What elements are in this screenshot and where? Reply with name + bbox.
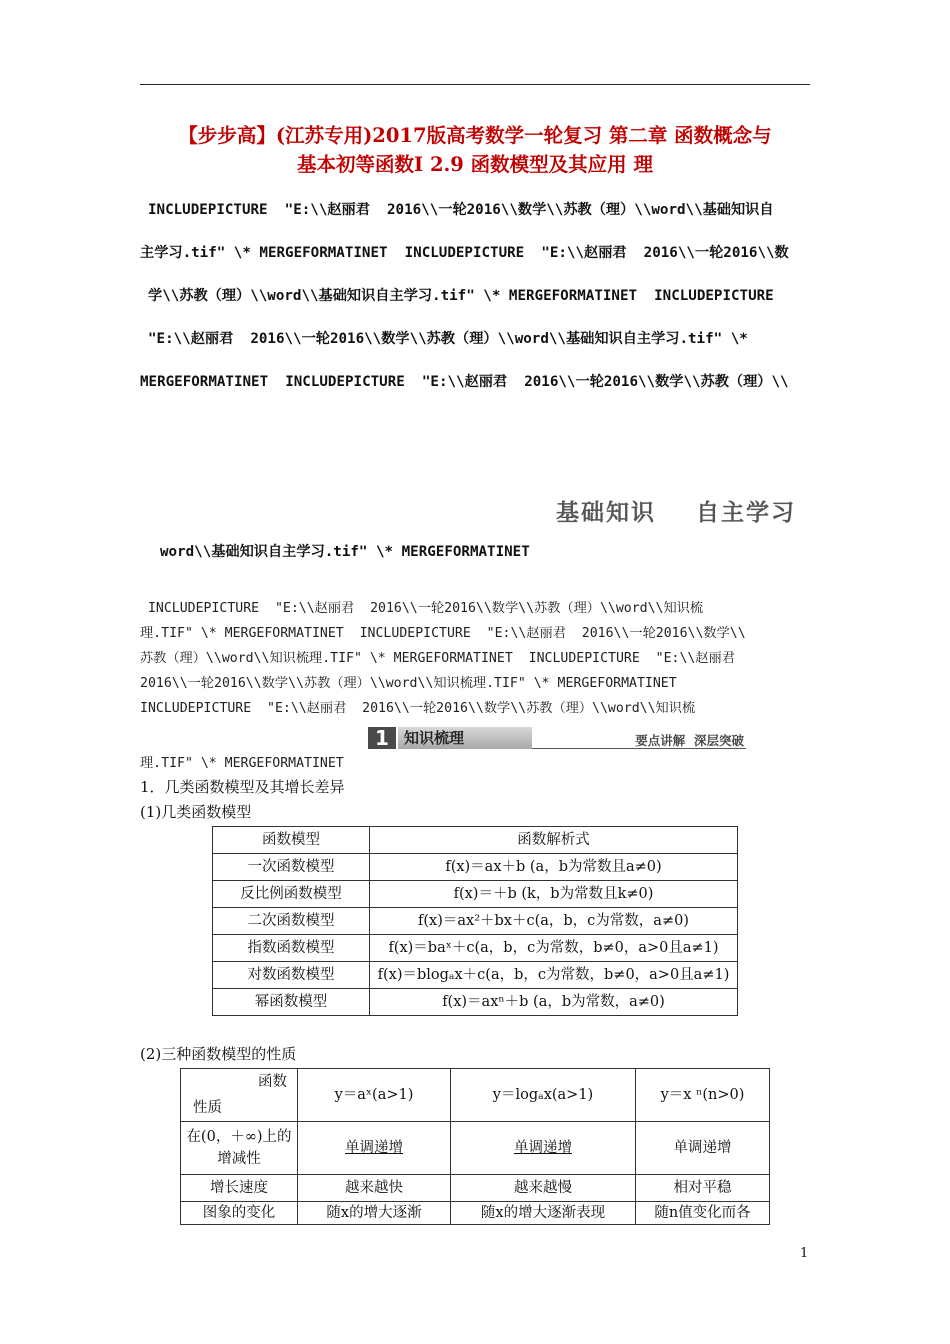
field-code-line: "E:\\赵丽君 2016\\一轮2016\\数学\\苏教（理）\\word\\基础知识自主学习.tif" \*: [148, 331, 748, 347]
field-code-line: 苏教（理）\\word\\知识梳理.TIF" \* MERGEFORMATINET INCLUDEPICTURE "E:\\赵丽君: [140, 651, 735, 666]
table-cell: 图象的变化: [181, 1202, 298, 1225]
table-row: [213, 989, 738, 1016]
section-banner: 基础知识 自主学习: [556, 500, 797, 526]
field-code-line: 学\\苏教（理）\\word\\基础知识自主学习.tif" \* MERGEFORMATINET INCLUDEPICTURE: [148, 288, 774, 304]
table-cell: f(x)＝ax＋b (a，b为常数且a≠0): [370, 854, 738, 881]
table-cell: [298, 1122, 451, 1175]
field-code-line: 2016\\一轮2016\\数学\\苏教（理）\\word\\知识梳理.TIF" \* MERGEFORMATINET: [140, 676, 677, 691]
table-header-cell: y＝logₐx(a>1): [451, 1069, 636, 1122]
table-header-row: [213, 827, 738, 854]
table-cell: f(x)＝＋b (k，b为常数且k≠0): [370, 881, 738, 908]
table-cell: 一次函数模型: [213, 854, 370, 881]
header-rule: [140, 84, 810, 85]
field-code-line: INCLUDEPICTURE "E:\\赵丽君 2016\\一轮2016\\数学\\苏教（理）\\word\\知识梳: [140, 701, 696, 716]
table-header-cell: 函数解析式: [370, 827, 738, 854]
table-cell: 二次函数模型: [213, 908, 370, 935]
table-row: [213, 908, 738, 935]
section-right-caption: 要点讲解 深层突破: [635, 733, 744, 748]
table-cell: 指数函数模型: [213, 935, 370, 962]
table-row: [213, 962, 738, 989]
table-row: [213, 854, 738, 881]
doc-title-line1: 【步步高】(江苏专用)2017版高考数学一轮复习 第二章 函数概念与: [178, 124, 772, 147]
table-cell: 随x的增大逐渐: [298, 1202, 451, 1225]
table-row: [181, 1202, 770, 1225]
table-cell: f(x)＝blogₐx＋c(a，b，c为常数，b≠0，a>0且a≠1): [370, 962, 738, 989]
table-cell: 单调递增: [636, 1122, 770, 1175]
table-cell: 越来越慢: [451, 1175, 636, 1202]
table-row: [181, 1175, 770, 1202]
page-number: 1: [800, 1246, 809, 1261]
field-code-line: INCLUDEPICTURE "E:\\赵丽君 2016\\一轮2016\\数学\\苏教（理）\\word\\知识梳: [140, 601, 704, 616]
field-code-line: MERGEFORMATINET INCLUDEPICTURE "E:\\赵丽君 2016\\一轮2016\\数学\\苏教（理）\\: [140, 374, 789, 390]
table-cell: 增长速度: [181, 1175, 298, 1202]
table-cell: 在(0，＋∞)上的增减性: [181, 1122, 298, 1175]
table-header-cell: 函数模型: [213, 827, 370, 854]
table-cell: f(x)＝baˣ＋c(a，b，c为常数，b≠0，a>0且a≠1): [370, 935, 738, 962]
corner-header: [183, 1069, 295, 1121]
function-models-table: [212, 826, 738, 1016]
table-header-cell: y＝aˣ(a>1): [298, 1069, 451, 1122]
corner-bottom-label: 性质: [193, 1100, 222, 1116]
table-cell: 越来越快: [298, 1175, 451, 1202]
cell-text: 单调递增: [345, 1140, 403, 1156]
sub-heading: (1)几类函数模型: [140, 803, 252, 821]
table-cell: f(x)＝ax²＋bx＋c(a，b，c为常数，a≠0): [370, 908, 738, 935]
table-corner-cell: [181, 1069, 298, 1122]
field-code-line: word\\基础知识自主学习.tif" \* MERGEFORMATINET: [160, 544, 530, 560]
table-header-row: [181, 1069, 770, 1122]
table-cell: 反比例函数模型: [213, 881, 370, 908]
section-label: 知识梳理: [398, 727, 532, 749]
field-code-line: 理.TIF" \* MERGEFORMATINET: [140, 756, 344, 771]
section-heading: 1．几类函数模型及其增长差异: [140, 778, 345, 796]
knowledge-section-bar: [368, 727, 746, 751]
sub-heading: (2)三种函数模型的性质: [140, 1045, 297, 1063]
table-row: [213, 935, 738, 962]
field-code-line: 主学习.tif" \* MERGEFORMATINET INCLUDEPICTURE "E:\\赵丽君 2016\\一轮2016\\数: [140, 245, 789, 261]
table-cell: [451, 1122, 636, 1175]
table-cell: 随x的增大逐渐表现: [451, 1202, 636, 1225]
doc-title-line2: 基本初等函数Ⅰ 2.9 函数模型及其应用 理: [297, 153, 653, 176]
field-code-line: INCLUDEPICTURE "E:\\赵丽君 2016\\一轮2016\\数学\\苏教（理）\\word\\基础知识自: [148, 202, 774, 218]
corner-top-label: 函数: [258, 1074, 287, 1090]
table-cell: 相对平稳: [636, 1175, 770, 1202]
table-header-cell: y＝x ⁿ(n>0): [636, 1069, 770, 1122]
table-row: [181, 1122, 770, 1175]
field-code-line: 理.TIF" \* MERGEFORMATINET INCLUDEPICTURE "E:\\赵丽君 2016\\一轮2016\\数学\\: [140, 626, 746, 641]
cell-text: 单调递增: [514, 1140, 572, 1156]
table-cell: 随n值变化而各: [636, 1202, 770, 1225]
table-row: [213, 881, 738, 908]
table-cell: 对数函数模型: [213, 962, 370, 989]
section-number: 1: [368, 727, 396, 749]
function-properties-table: [180, 1068, 770, 1225]
table-cell: 幂函数模型: [213, 989, 370, 1016]
table-cell: f(x)＝axⁿ＋b (a，b为常数，a≠0): [370, 989, 738, 1016]
